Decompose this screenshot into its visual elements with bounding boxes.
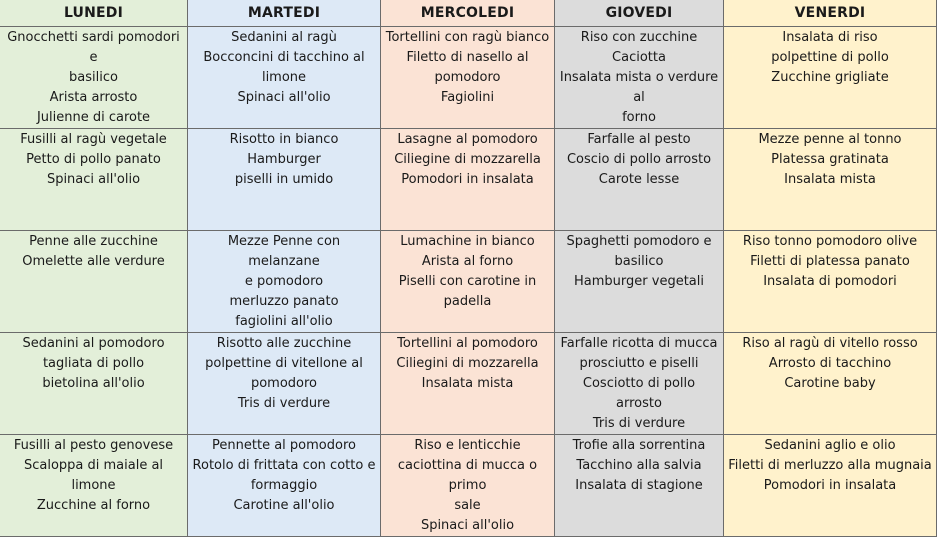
menu-item: Coscio di pollo arrosto [566, 152, 712, 167]
menu-item: Farfalle al pesto [587, 132, 691, 147]
menu-item: Ciliegini di mozzarella [396, 356, 539, 371]
menu-item: polpettine di vitellone al [205, 356, 363, 371]
menu-cell-giovedi-week4[interactable] [555, 333, 724, 435]
menu-cell-venerdi-week5[interactable] [724, 435, 937, 537]
menu-cell-martedi-week5[interactable] [188, 435, 381, 537]
menu-item: Mezze penne al tonno [758, 132, 902, 147]
header-lunedi[interactable]: LUNEDI [0, 0, 188, 27]
menu-item: Caciotta [612, 50, 666, 65]
menu-item: Zucchine al forno [36, 498, 151, 513]
menu-cell-venerdi-week3[interactable] [724, 231, 937, 333]
menu-item: Ciliegine di mozzarella [394, 152, 541, 167]
menu-item: Carotine all'olio [233, 498, 335, 513]
menu-item: Insalata di stagione [575, 478, 703, 493]
menu-item: basilico [614, 254, 664, 269]
menu-cell-lunedi-week3[interactable] [0, 231, 188, 333]
menu-item: Gnocchetti sardi pomodori e [7, 30, 180, 65]
menu-item: Riso con zucchine [580, 30, 698, 45]
menu-item: Petto di pollo panato [26, 152, 161, 167]
menu-cell-giovedi-week5[interactable] [555, 435, 724, 537]
menu-item: sale [454, 498, 481, 513]
menu-item: Filetti di merluzzo alla mugnaia [728, 458, 932, 473]
header-venerdi[interactable]: VENERDI [724, 0, 937, 27]
menu-cell-mercoledi-week2[interactable] [381, 129, 555, 231]
menu-item: tagliata di pollo [42, 356, 145, 371]
menu-item: Risotto alle zucchine [216, 336, 352, 351]
menu-cell-giovedi-week2[interactable] [555, 129, 724, 231]
menu-cell-giovedi-week1[interactable] [555, 27, 724, 129]
menu-cell-mercoledi-week5[interactable] [381, 435, 555, 537]
menu-cell-lunedi-week2[interactable] [0, 129, 188, 231]
menu-item: Mezze Penne con melanzane [227, 234, 341, 269]
menu-item: Zucchine grigliate [771, 70, 889, 85]
menu-item: Filetto di nasello al [406, 50, 529, 65]
menu-item: Riso tonno pomodoro olive [742, 234, 918, 249]
menu-item: Scaloppa di maiale al limone [23, 458, 164, 493]
header-mercoledi[interactable]: MERCOLEDI [381, 0, 555, 27]
menu-item: Insalata mista [784, 172, 876, 187]
menu-item: Insalata mista o verdure al [559, 70, 719, 105]
menu-cell-venerdi-week2[interactable] [724, 129, 937, 231]
menu-item: caciottina di mucca o primo [397, 458, 538, 493]
menu-item: Insalata di pomodori [763, 274, 897, 289]
menu-cell-martedi-week2[interactable] [188, 129, 381, 231]
menu-cell-giovedi-week3[interactable] [555, 231, 724, 333]
menu-item: piselli in umido [234, 172, 334, 187]
menu-item: Lasagne al pomodoro [397, 132, 538, 147]
menu-item: Carote lesse [598, 172, 680, 187]
menu-item: padella [443, 294, 492, 309]
menu-item: Filetti di platessa panato [750, 254, 910, 269]
menu-item: Spinaci all'olio [46, 172, 141, 187]
menu-item: Spinaci all'olio [237, 90, 331, 105]
menu-cell-martedi-week1[interactable] [188, 27, 381, 129]
menu-cell-martedi-week4[interactable] [188, 333, 381, 435]
menu-item: Cosciotto di pollo arrosto [582, 376, 696, 411]
menu-item: pomodoro [250, 376, 318, 391]
menu-item: Sedanini al pomodoro [22, 336, 165, 351]
menu-item: e pomodoro [244, 274, 324, 289]
menu-item: Insalata mista [421, 376, 514, 391]
menu-item: Hamburger [247, 152, 321, 167]
menu-item: basilico [69, 70, 118, 85]
menu-item: Riso e lenticchie [414, 438, 521, 453]
menu-item: Tacchino alla salvia [576, 458, 702, 473]
menu-item: Arrosto di tacchino [768, 356, 892, 371]
menu-cell-lunedi-week5[interactable] [0, 435, 188, 537]
menu-item: Fusilli al pesto genovese [13, 438, 174, 453]
header-martedi[interactable]: MARTEDI [188, 0, 381, 27]
menu-item: Spaghetti pomodoro e [566, 234, 712, 249]
menu-item: Farfalle ricotta di mucca [560, 336, 718, 351]
menu-item: Hamburger vegetali [574, 274, 704, 289]
menu-item: Piselli con carotine in [398, 274, 537, 289]
menu-item: Sedanini aglio e olio [764, 438, 896, 453]
menu-item: prosciutto e piselli [579, 356, 699, 371]
menu-item: fagiolini all'olio [235, 314, 333, 329]
menu-item: Julienne di carote [36, 110, 151, 125]
menu-item: Omelette alle verdure [22, 254, 165, 269]
menu-item: Tris di verdure [592, 416, 686, 431]
menu-item: Tortellini con ragù bianco [385, 30, 550, 45]
menu-cell-mercoledi-week3[interactable] [381, 231, 555, 333]
menu-item: Rotolo di frittata con cotto e [192, 458, 376, 473]
menu-item: Arista al forno [421, 254, 514, 269]
menu-item: bietolina all'olio [42, 376, 145, 391]
menu-item: limone [261, 70, 307, 85]
menu-item: Risotto in bianco [229, 132, 339, 147]
menu-item: polpettine di pollo [771, 50, 889, 65]
menu-item: Tortellini al pomodoro [397, 336, 538, 351]
menu-item: Pomodori in insalata [763, 478, 897, 493]
menu-item: Penne alle zucchine [29, 234, 158, 249]
menu-item: Riso al ragù di vitello rosso [742, 336, 918, 351]
menu-cell-martedi-week3[interactable] [188, 231, 381, 333]
menu-item: Arista arrosto [49, 90, 138, 105]
menu-item: Lumachine in bianco [400, 234, 535, 249]
menu-item: Insalata di riso [782, 30, 878, 45]
menu-item: forno [622, 110, 656, 125]
menu-cell-venerdi-week1[interactable] [724, 27, 937, 129]
menu-cell-mercoledi-week4[interactable] [381, 333, 555, 435]
menu-cell-lunedi-week1[interactable] [0, 27, 188, 129]
menu-item: Pennette al pomodoro [212, 438, 356, 453]
menu-cell-venerdi-week4[interactable] [724, 333, 937, 435]
menu-cell-lunedi-week4[interactable] [0, 333, 188, 435]
menu-item: pomodoro [434, 70, 501, 85]
menu-item: Sedanini al ragù [231, 30, 337, 45]
menu-item: Spinaci all'olio [420, 518, 515, 533]
menu-item: merluzzo panato [229, 294, 339, 309]
menu-cell-mercoledi-week1[interactable] [381, 27, 555, 129]
menu-item: Fusilli al ragù vegetale [20, 132, 167, 147]
menu-item: Pomodori in insalata [401, 172, 534, 187]
menu-item: Trofie alla sorrentina [572, 438, 706, 453]
header-giovedi[interactable]: GIOVEDI [555, 0, 724, 27]
menu-item: Fagiolini [440, 90, 495, 105]
menu-item: Bocconcini di tacchino al [203, 50, 365, 65]
menu-item: Carotine baby [784, 376, 876, 391]
menu-item: formaggio [250, 478, 318, 493]
menu-item: Platessa gratinata [771, 152, 889, 167]
menu-item: Tris di verdure [237, 396, 331, 411]
